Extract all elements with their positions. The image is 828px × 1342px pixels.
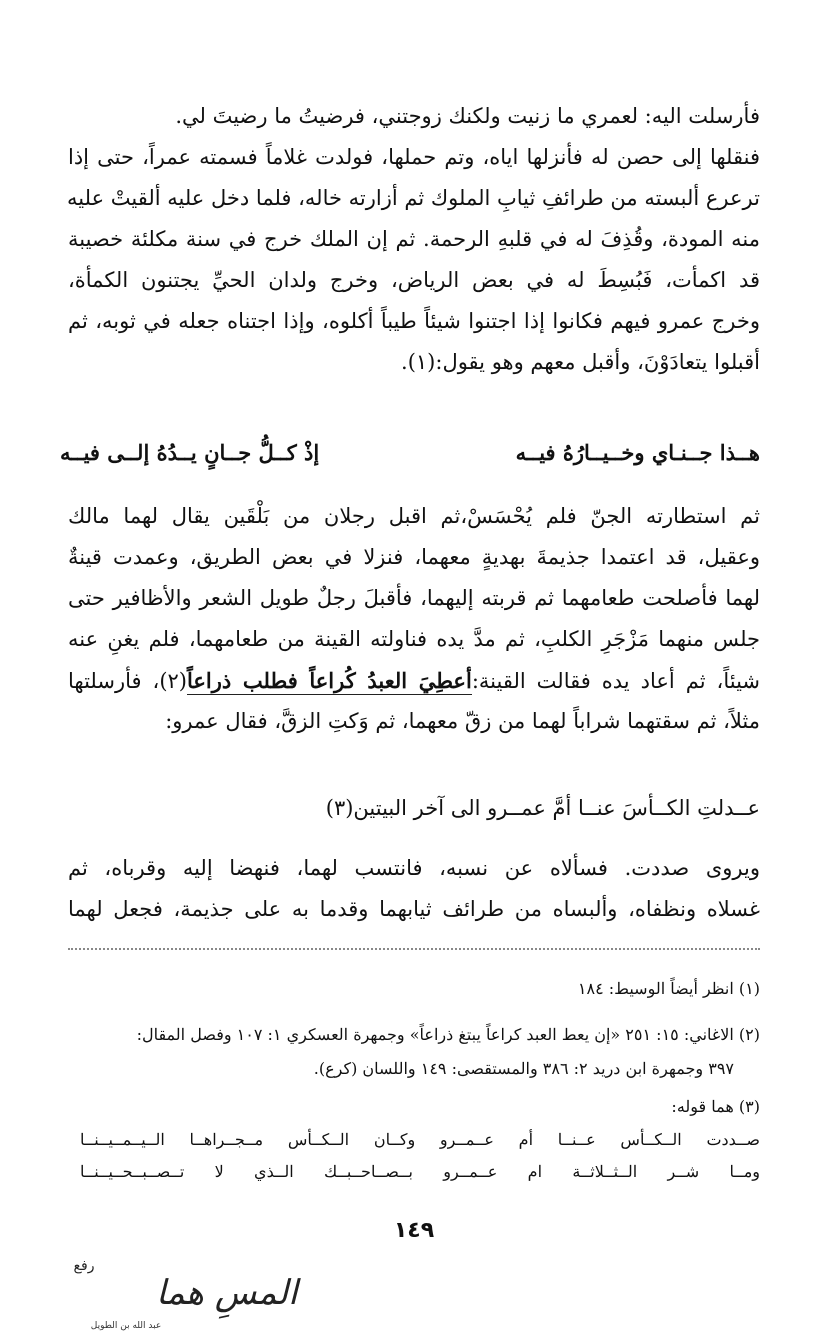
text-line: ويروى صددت. فسألاه عن نسبه، فانتسب لهما، فنهضا إليه وقرباه، ثم: [68, 856, 760, 880]
footnote-3: (٣) هما قوله:: [671, 1097, 760, 1116]
paragraph-1: [68, 96, 760, 383]
paragraph-2: [68, 496, 760, 742]
text-line: ثم استطارته الجنّ فلم يُحْسَسْ،ثم اقبل رجلان من بَلْقَين يقال لهما مالك: [68, 504, 760, 528]
verse-hemistich-right: هــذا جــنـاي وخــيــارُهُ فيــه: [515, 440, 760, 465]
footnote-2-line-2: ٣٩٧ وجمهرة ابن دريد ٢: ٣٨٦ والمستقصى: ١٤٩ واللسان (كرع).: [313, 1059, 734, 1078]
footnote-2-line-1: (٢) الاغاني: ١٥: ٢٥١ «إن يعط العبد كراعاً يبتغ ذراعاً» وجمهرة العسكري ١: ١٠٧ وفصل المقال:: [136, 1025, 760, 1044]
proverb-underlined: أعطِيَ العبدُ كُراعاً فطلب ذراعاً: [187, 668, 472, 693]
text-line: وعقيل، قد اعتمدا جذيمةَ بهديةٍ معهما، فنزلا في بعض الطريق، وعمدت قينةٌ: [68, 545, 760, 569]
text-line-with-proverb: [68, 660, 760, 701]
text-line: قد اكمأت، فَبُسِطَ له في بعض الرياض، وخرج ولدان الحيِّ يجتنون الكمأة،: [68, 268, 760, 292]
text-line: لهما فأصلحت طعامهما ثم قربته إليهما، فأقبلَ رجلٌ طويل الشعر والأظافير حتى: [68, 586, 760, 610]
text-segment: (٢)، فأرسلتها: [68, 669, 187, 693]
footnote-1: (١) انظر أيضاً الوسيط: ١٨٤: [577, 979, 760, 998]
footnote-poem-line-2: ومــا شــر الــثــلاثــة ام عــمــرو بــصــاحــبــك الــذي لا تــصــبــحــيــنــا: [80, 1162, 760, 1181]
verse-line-2: عــدلتِ الكــأسَ عنــا أمَّ عمــرو الى آخر البيتين(٣): [325, 796, 760, 820]
verse-hemistich-left: إذْ كــلُّ جــانٍ يــدُهُ إلــى فيــه: [60, 440, 320, 465]
paragraph-3: [68, 848, 760, 930]
footnote-separator: [68, 948, 760, 950]
text-line: غسلاه ونظفاه، وألبساه من طرائف ثيابهما وقدما به على جذيمة، فجعل لهما: [68, 897, 760, 921]
logo-subtitle: عبد الله بن الطويل: [90, 1321, 162, 1331]
logo-main-text: المسِ هما: [156, 1273, 298, 1313]
text-line: أقبلوا يتعادَوْنَ، وأقبل معهم وهو يقول:(١).: [401, 350, 760, 374]
footnote-poem-line-1: صــددت الــكــأس عــنــا أم عــمــرو وكــان الــكــأس مــجــراهــا الــيــمــيــنــا: [80, 1130, 760, 1149]
text-line: مثلاً، ثم سقتهما شراباً لهما من زقّ معهما، ثم وَكتِ الزقَّ، فقال عمرو:: [165, 709, 760, 733]
text-line: وخرج عمرو فيهم فكانوا إذا اجتنوا شيئاً طيباً أكلوه، وإذا اجتناه جعله في ثوبه، ثم: [68, 309, 760, 333]
text-line: منه المودة، وقُذِفَ له في قلبهِ الرحمة. ثم إن الملك خرج في سنة مكلئة خصيبة: [68, 227, 760, 251]
text-line: جلس منهما مَزْجَرِ الكلبِ، ثم مدَّ يده فناولته القينة من طعامهما، فلم يغنِ عنه: [68, 627, 760, 651]
text-line: فنقلها إلى حصن له فأنزلها اياه، وتم حملها، فولدت غلاماً فسمته عمراً، حتى إذا: [68, 145, 760, 169]
text-line: ترعرع ألبسته من طرائفِ ثيابِ الملوك ثم أزارته خاله، فلما دخل عليه ألقيتْ عليه: [67, 186, 760, 210]
text-line: فأرسلت اليه: لعمري ما زنيت ولكنك زوجتني، فرضيتُ ما رضيتَ لي.: [175, 104, 760, 128]
publisher-logo: [6, 1252, 298, 1334]
logo-mark: رفع: [73, 1258, 95, 1274]
text-segment: شيئاً، ثم أعاد يده فقالت القينة:: [471, 669, 761, 693]
page-number: ١٤٩: [393, 1218, 435, 1243]
